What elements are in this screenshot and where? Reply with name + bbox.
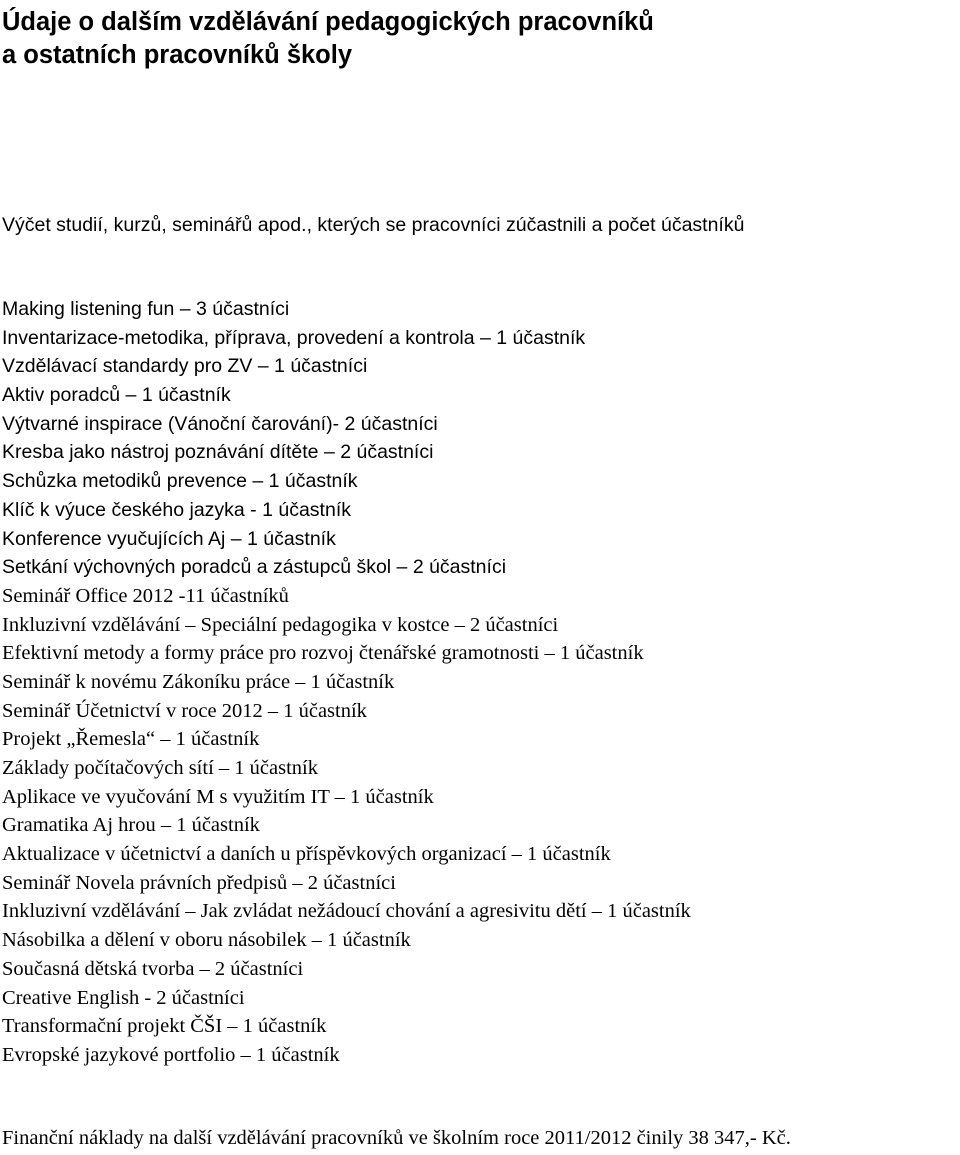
course-item: Výtvarné inspirace (Vánoční čarování)- 2 účastníci [2, 412, 438, 435]
course-item: Seminář Novela právních předpisů – 2 účastníci [2, 871, 396, 894]
course-item: Současná dětská tvorba – 2 účastníci [2, 957, 304, 980]
course-item: Aplikace ve vyučování M s využitím IT – 1 účastník [2, 785, 434, 808]
course-item: Seminář Účetnictví v roce 2012 – 1 účastník [2, 699, 367, 722]
course-item: Násobilka a dělení v oboru násobilek – 1 účastník [2, 929, 411, 952]
course-item: Making listening fun – 3 účastníci [2, 298, 290, 320]
intro-text: Výčet studií, kurzů, seminářů apod., kterých se pracovníci zúčastnili a počet účastníků [2, 214, 745, 236]
page-title [2, 6, 952, 72]
course-item: Gramatika Aj hrou – 1 účastník [2, 814, 260, 837]
course-item: Vzdělávací standardy pro ZV – 1 účastníci [2, 355, 368, 378]
title-line-1: Údaje o dalším vzdělávání pedagogických pracovníků [2, 8, 654, 36]
course-item: Klíč k výuce českého jazyka - 1 účastník [2, 498, 351, 521]
course-item: Aktiv poradců – 1 účastník [2, 384, 231, 407]
course-item: Creative English - 2 účastníci [2, 986, 245, 1009]
course-item: Evropské jazykové portfolio – 1 účastník [2, 1043, 340, 1066]
course-list [2, 295, 952, 1070]
course-item: Transformační projekt ČŠI – 1 účastník [2, 1015, 327, 1038]
course-item: Inkluzivní vzdělávání – Jak zvládat nežádoucí chování a agresivitu dětí – 1 účastník [2, 900, 691, 923]
course-item: Seminář Office 2012 -11 účastníků [2, 584, 289, 607]
course-item: Aktualizace v účetnictví a daních u příspěvkových organizací – 1 účastník [2, 843, 611, 866]
course-item: Efektivní metody a formy práce pro rozvoj čtenářské gramotnosti – 1 účastník [2, 642, 644, 665]
course-item: Seminář k novému Zákoníku práce – 1 účastník [2, 670, 395, 693]
course-item: Projekt „Řemesla“ – 1 účastník [2, 728, 260, 751]
title-line-2: a ostatních pracovníků školy [2, 41, 353, 69]
course-item: Setkání výchovných poradců a zástupců škol – 2 účastníci [2, 556, 507, 579]
course-item: Konference vyučujících Aj – 1 účastník [2, 527, 336, 550]
course-item: Schůzka metodiků prevence – 1 účastník [2, 470, 358, 493]
costs-summary: Finanční náklady na další vzdělávání pracovníků ve školním roce 2011/2012 činily 38 347,- Kč. [2, 1127, 791, 1149]
course-item: Inventarizace-metodika, příprava, provedení a kontrola – 1 účastník [2, 326, 586, 349]
course-item: Základy počítačových sítí – 1 účastník [2, 757, 318, 779]
course-item: Kresba jako nástroj poznávání dítěte – 2 účastníci [2, 441, 434, 464]
course-item: Inkluzivní vzdělávání – Speciální pedagogika v kostce – 2 účastníci [2, 613, 559, 636]
